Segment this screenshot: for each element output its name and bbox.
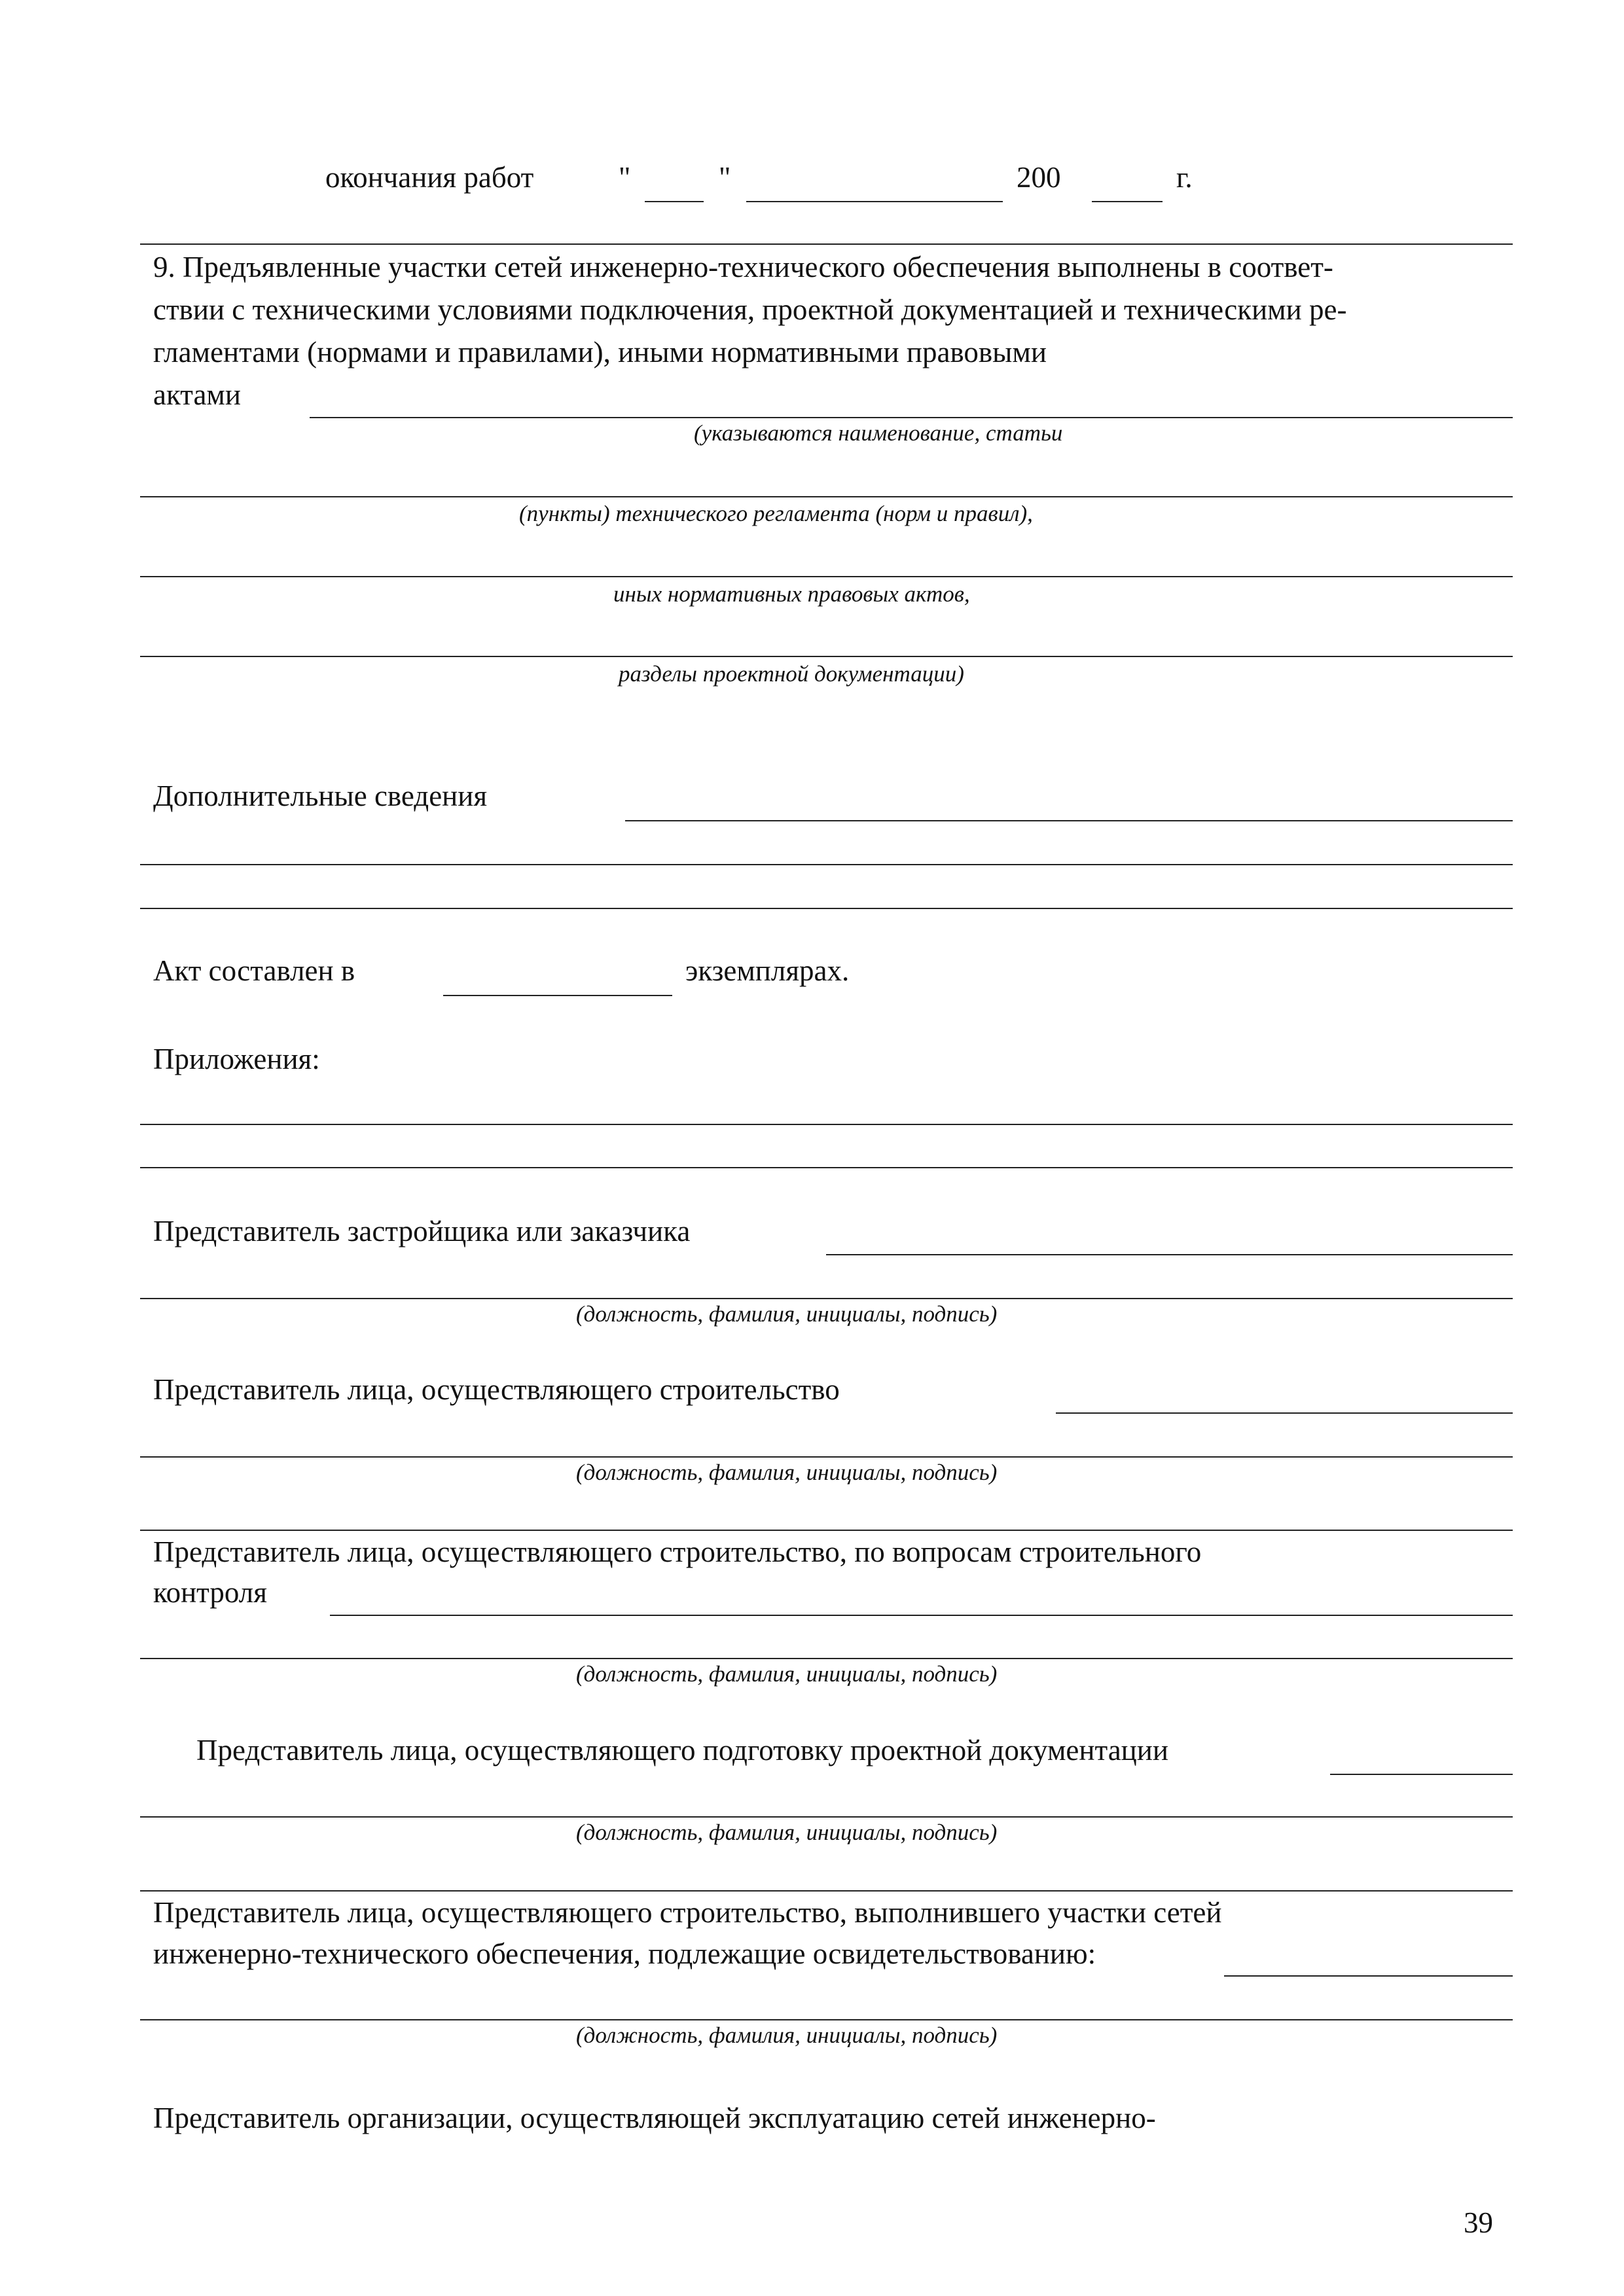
- customer-rep-label: Представитель застройщика или заказчика: [153, 1215, 691, 1247]
- acts-field[interactable]: [310, 417, 1513, 418]
- customer-rep-field[interactable]: [826, 1254, 1513, 1255]
- hint-4: разделы проектной документации): [619, 661, 964, 687]
- performer-rep-label-1: Представитель лица, осуществляющего строительство, выполнившего участки сетей: [153, 1896, 1222, 1929]
- attachments-field[interactable]: [140, 1124, 1513, 1125]
- control-rep-label-1: Представитель лица, осуществляющего строительство, по вопросам строительного: [153, 1535, 1202, 1568]
- builder-rep-label: Представитель лица, осуществляющего строительство: [153, 1373, 840, 1406]
- control-rep-field-2[interactable]: [140, 1658, 1513, 1659]
- designer-rep-caption: (должность, фамилия, инициалы, подпись): [576, 1820, 998, 1845]
- customer-rep-caption: (должность, фамилия, инициалы, подпись): [576, 1301, 998, 1327]
- control-rep-caption: (должность, фамилия, инициалы, подпись): [576, 1661, 998, 1687]
- section9-line3: гламентами (нормами и правилами), иными нормативными правовыми: [153, 336, 1047, 368]
- copies-suffix: экземплярах.: [685, 954, 850, 987]
- control-divider: [140, 1530, 1513, 1531]
- section-divider: [140, 243, 1513, 245]
- control-rep-field[interactable]: [330, 1615, 1513, 1616]
- performer-rep-label-2: инженерно-технического обеспечения, подлежащие освидетельствованию:: [153, 1937, 1096, 1970]
- section9-line1: 9. Предъявленные участки сетей инженерно-технического обеспечения выполнены в соответ-: [153, 251, 1333, 283]
- customer-rep-field-2[interactable]: [140, 1298, 1513, 1299]
- builder-rep-field[interactable]: [1056, 1412, 1513, 1414]
- additional-info-field-3[interactable]: [140, 908, 1513, 909]
- quote-close: ": [719, 161, 731, 194]
- control-rep-label-2: контроля: [153, 1576, 267, 1609]
- performer-divider: [140, 1890, 1513, 1892]
- year-field[interactable]: [1092, 201, 1163, 202]
- performer-rep-caption: (должность, фамилия, инициалы, подпись): [576, 2022, 998, 2048]
- acts-field-2[interactable]: [140, 496, 1513, 497]
- month-field[interactable]: [746, 201, 1003, 202]
- builder-rep-field-2[interactable]: [140, 1456, 1513, 1458]
- performer-rep-field[interactable]: [1224, 1975, 1513, 1977]
- attachments-label: Приложения:: [153, 1043, 320, 1075]
- hint-3: иных нормативных правовых актов,: [613, 581, 970, 607]
- builder-rep-caption: (должность, фамилия, инициалы, подпись): [576, 1460, 998, 1485]
- additional-info-label: Дополнительные сведения: [153, 780, 488, 812]
- acts-field-3[interactable]: [140, 576, 1513, 577]
- hint-2: (пункты) технического регламента (норм и правил),: [519, 501, 1033, 526]
- end-of-works-label: окончания работ: [325, 161, 534, 194]
- day-field[interactable]: [645, 201, 704, 202]
- year-suffix: г.: [1176, 161, 1193, 194]
- year-prefix: 200: [1017, 161, 1061, 194]
- section9-line4: актами: [153, 378, 241, 411]
- section9-line2: ствии с техническими условиями подключения, проектной документацией и техническими ре-: [153, 293, 1347, 326]
- additional-info-field-2[interactable]: [140, 864, 1513, 865]
- designer-rep-label: Представитель лица, осуществляющего подготовку проектной документации: [196, 1734, 1168, 1767]
- performer-rep-field-2[interactable]: [140, 2019, 1513, 2020]
- designer-rep-field[interactable]: [1330, 1774, 1513, 1775]
- copies-label: Акт составлен в: [153, 954, 355, 987]
- acts-field-4[interactable]: [140, 656, 1513, 657]
- hint-1: (указываются наименование, статьи: [694, 420, 1063, 446]
- attachments-field-2[interactable]: [140, 1167, 1513, 1168]
- designer-rep-field-2[interactable]: [140, 1816, 1513, 1818]
- additional-info-field[interactable]: [625, 820, 1513, 821]
- operator-rep-label: Представитель организации, осуществляющей эксплуатацию сетей инженерно-: [153, 2102, 1156, 2134]
- page-number: 39: [1464, 2206, 1493, 2239]
- copies-field[interactable]: [443, 995, 672, 996]
- quote-open: ": [619, 161, 631, 194]
